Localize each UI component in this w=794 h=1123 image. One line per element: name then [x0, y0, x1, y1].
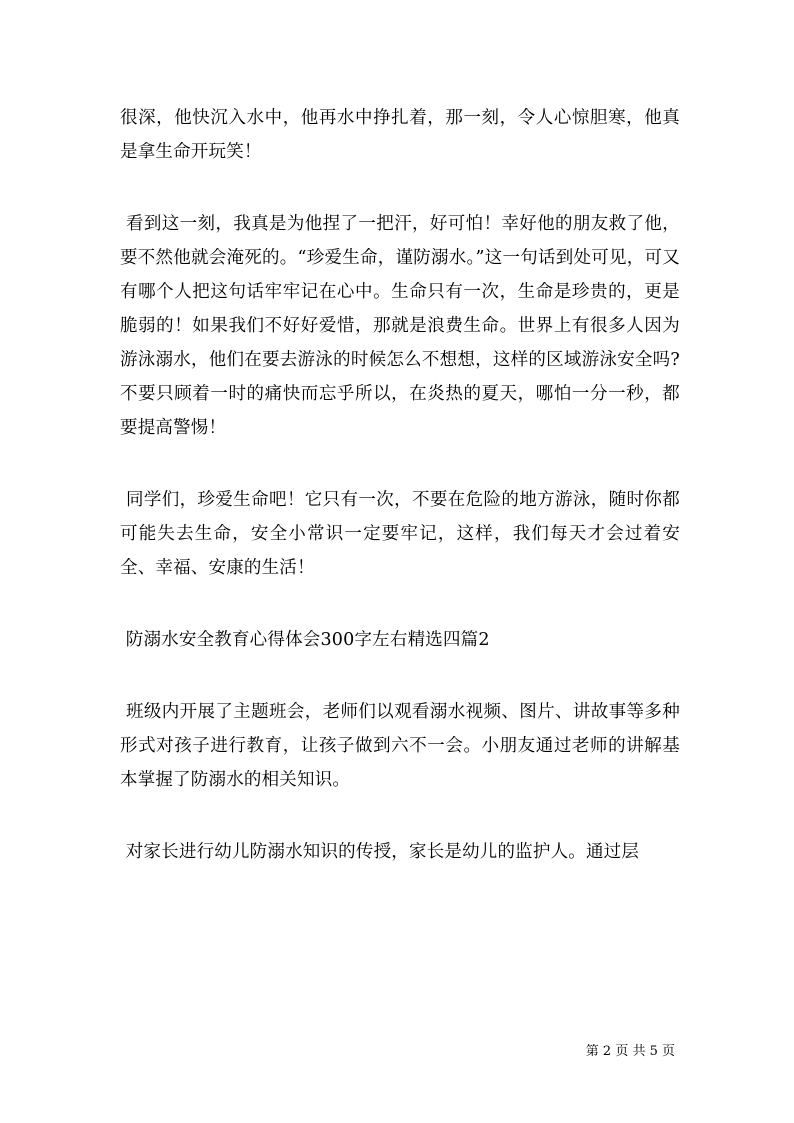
document-body — [120, 101, 680, 869]
page-number-footer: 第 2 页 共 5 页 — [585, 1044, 675, 1059]
paragraph-1: 很深，他快沉入水中，他再水中挣扎着，那一刻，令人心惊胆寒，他真是拿生命开玩笑！ — [120, 108, 680, 162]
paragraph-3: 同学们，珍爱生命吧！它只有一次，不要在危险的地方游泳，随时你都可能失去生命，安全小常识一定要牢记，这样，我们每天才会过着安全、幸福、安康的生活！ — [120, 490, 681, 578]
paragraph-4: 班级内开展了主题班会，老师们以观看溺水视频、图片、讲故事等多种形式对孩子进行教育，让孩子做到六不一会。小朋友通过老师的讲解基本掌握了防溺水的相关知识。 — [120, 702, 681, 790]
paragraph-2: 看到这一刻，我真是为他捏了一把汗，好可怕！幸好他的朋友救了他，要不然他就会淹死的。“珍爱生命，谨防溺水。”这一句话到处可见，可又有哪个人把这句话牢牢记在心中。生命只有一次，生命是珍贵的，更是脆弱的！如果我们不好好爱惜，那就是浪费生命。世界上有很多人因为游泳溺水，他们在要去游泳的时候怎么不想想，这样的区域游泳安全吗?不要只顾着一时的痛快而忘乎所以，在炎热的夏天，哪怕一分一秒，都要提高警惕！ — [120, 214, 681, 438]
section-heading: 防溺水安全教育心得体会300字左右精选四篇2 — [120, 630, 490, 650]
paragraph-5: 对家长进行幼儿防溺水知识的传授，家长是幼儿的监护人。通过层 — [120, 842, 640, 862]
